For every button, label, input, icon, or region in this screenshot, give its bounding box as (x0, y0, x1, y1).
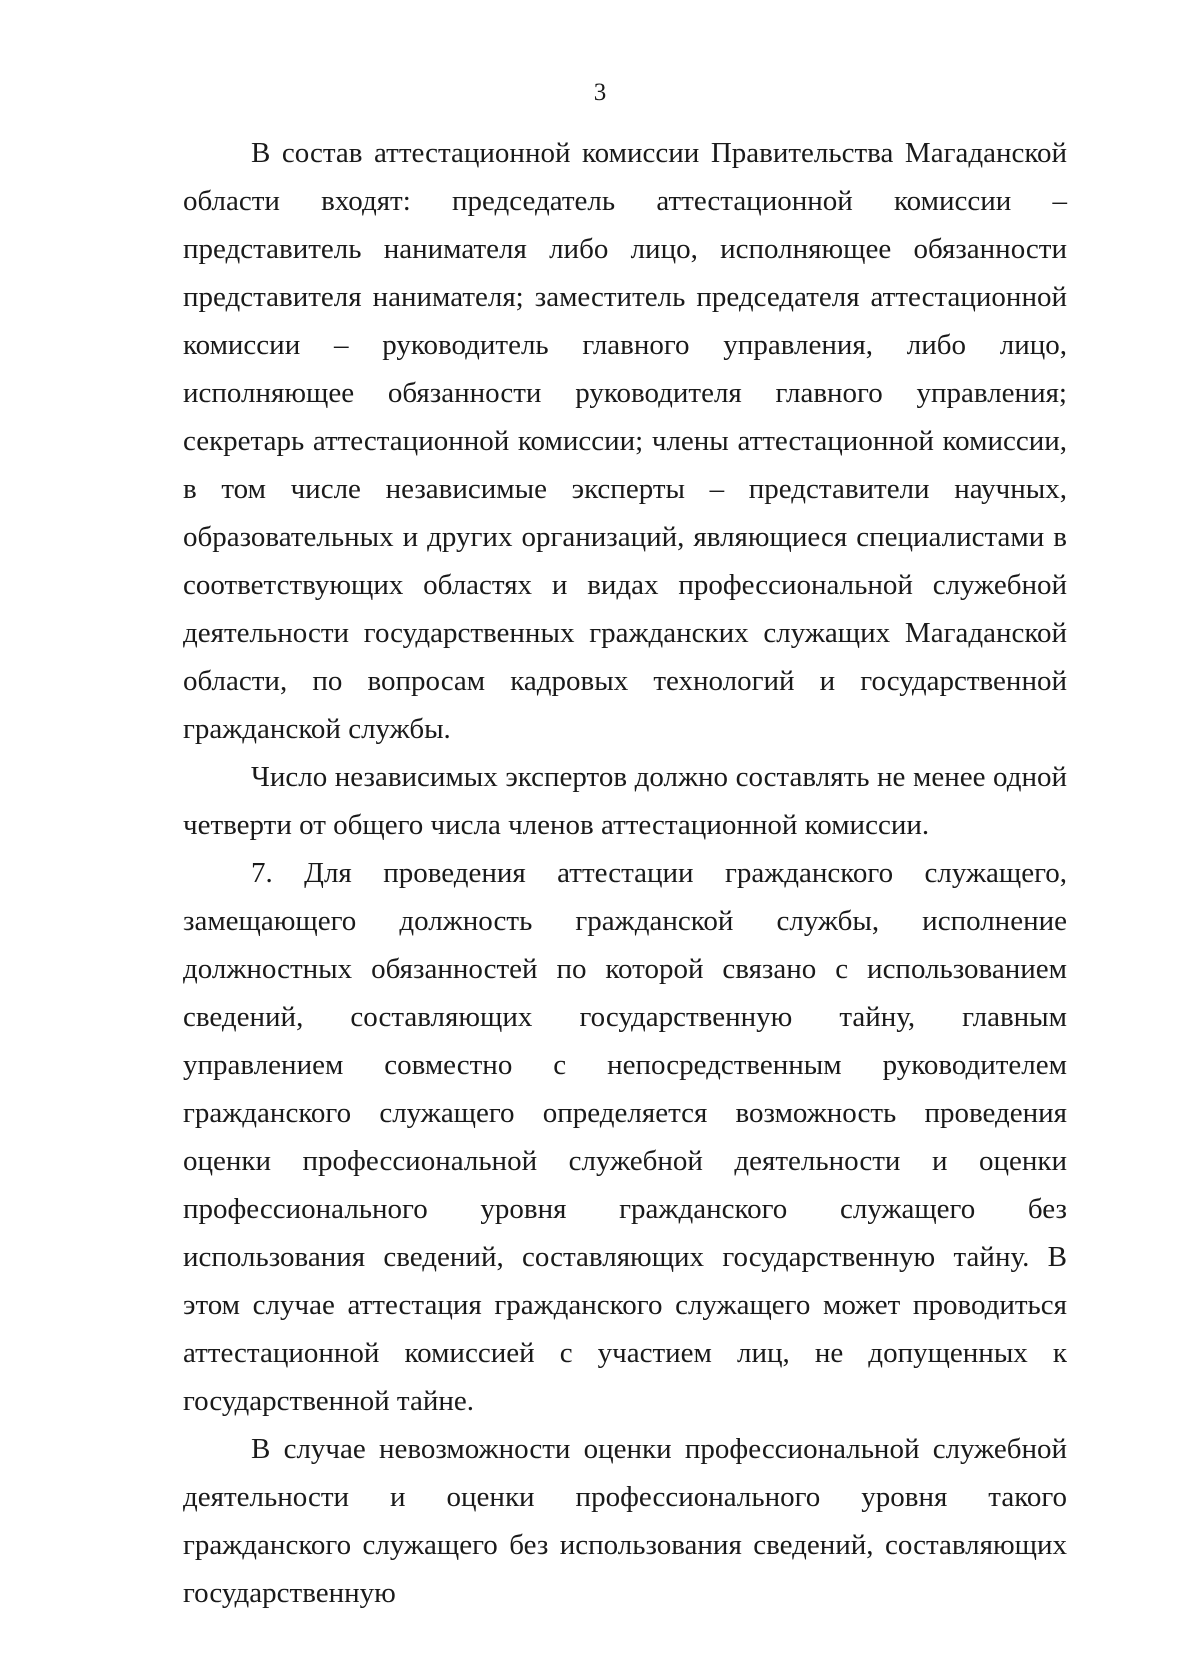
paragraph-independent-experts: Число независимых экспертов должно составлять не менее одной четверти от общего числа членов аттестационной комиссии. (183, 761, 1067, 841)
paragraph-item-7: 7. Для проведения аттестации гражданского служащего, замещающего должность гражданской службы, исполнение должностных обязанностей по которой связано с использованием сведений, составляющих государственную тайну, главным управлением совместно с непосредственным руководителем гражданского служащего определяется возможность проведения оценки профессиональной служебной деятельности и оценки профессионального уровня гражданского служащего без использования сведений, составляющих государственную тайну. В этом случае аттестация гражданского служащего может проводиться аттестационной комиссией с участием лиц, не допущенных к государственной тайне. (183, 857, 1067, 1417)
page-number: 3 (593, 79, 607, 106)
paragraph-commission-composition: В состав аттестационной комиссии Правительства Магаданской области входят: председатель аттестационной комиссии – представитель нанимателя либо лицо, исполняющее обязанности представителя нанимателя; заместитель председателя аттестационной комиссии – руководитель главного управления, либо лицо, исполняющее обязанности руководителя главного управления; секретарь аттестационной комиссии; члены аттестационной комиссии, в том числе независимые эксперты – представители научных, образовательных и других организаций, являющиеся специалистами в соответствующих областях и видах профессиональной служебной деятельности государственных гражданских служащих Магаданской области, по вопросам кадровых технологий и государственной гражданской службы. (183, 137, 1067, 745)
paragraph-impossibility-case: В случае невозможности оценки профессиональной служебной деятельности и оценки профессионального уровня такого гражданского служащего без использования сведений, составляющих государственную (183, 1433, 1067, 1609)
document-body (183, 129, 1067, 1617)
